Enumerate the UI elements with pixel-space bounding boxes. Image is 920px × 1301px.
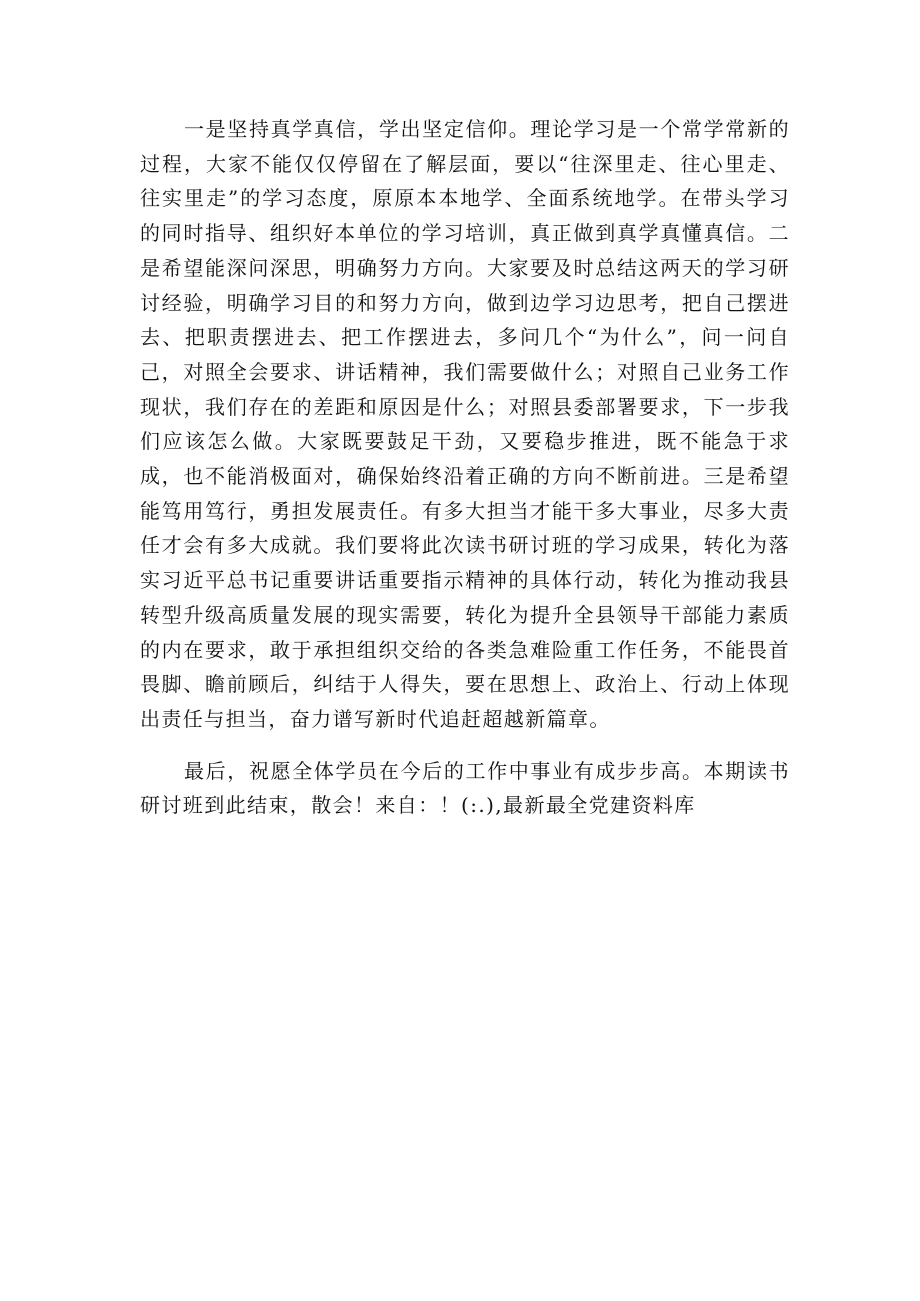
body-paragraph: 一是坚持真学真信，学出坚定信仰。理论学习是一个常学常新的过程，大家不能仅仅停留在了解层面，要以“往深里走、往心里走、往实里走”的学习态度，原原本本地学、全面系统地学。在带头学习的同时指导、组织好本单位的学习培训，真正做到真学真懂真信。二是希望能深问深思，明确努力方向。大家要及时总结这两天的学习研讨经验，明确学习目的和努力方向，做到边学习边思考，把自己摆进去、把职责摆进去、把工作摆进去，多问几个“为什么”，问一问自己，对照全会要求、讲话精神，我们需要做什么；对照自己业务工作现状，我们存在的差距和原因是什么；对照县委部署要求，下一步我们应该怎么做。大家既要鼓足干劲，又要稳步推进，既不能急于求成，也不能消极面对，确保始终沿着正确的方向不断前进。三是希望能笃用笃行，勇担发展责任。有多大担当才能干多大事业，尽多大责任才会有多大成就。我们要将此次读书研讨班的学习成果，转化为落实习近平总书记重要讲话重要指示精神的具体行动，转化为推动我县转型升级高质量发展的现实需要，转化为提升全县领导干部能力素质的内在要求，敢于承担组织交给的各类急难险重工作任务，不能畏首畏脚、瞻前顾后，纠结于人得失，要在思想上、政治上、行动上体现出责任与担当，奋力谱写新时代追赶超越新篇章。 [140,117,790,731]
closing-paragraph: 最后，祝愿全体学员在今后的工作中事业有成步步高。本期读书研讨班到此结束，散会！来自：！(:.),最新最全党建资料库 [140,758,790,817]
document-body [140,112,790,822]
